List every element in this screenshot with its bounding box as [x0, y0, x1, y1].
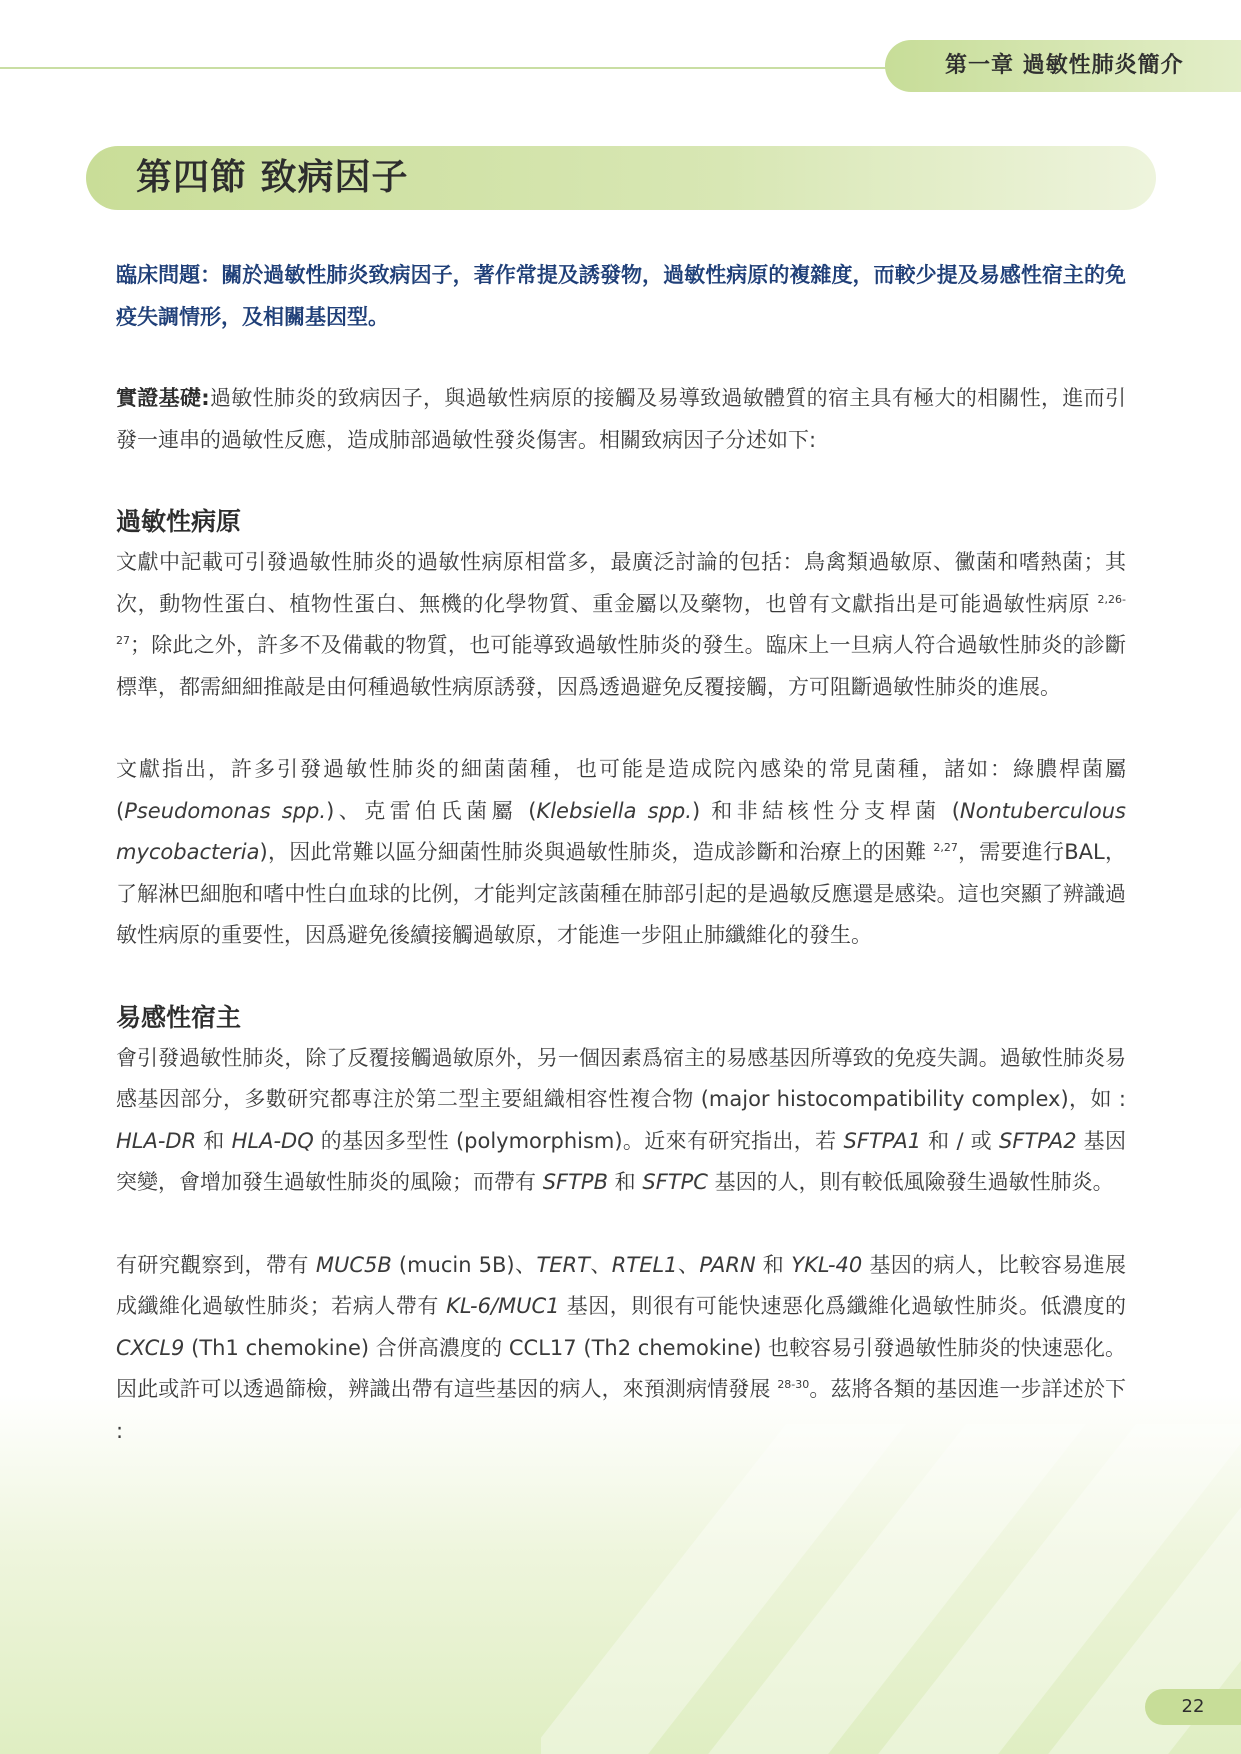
- section-title: 第四節 致病因子: [86, 146, 1156, 210]
- evidence-paragraph: [116, 378, 1126, 461]
- allergen-heading: 過敏性病原: [116, 507, 242, 536]
- chapter-tab: 第一章 過敏性肺炎簡介: [885, 40, 1241, 92]
- header-rule: [0, 67, 900, 69]
- gene-name: KL-6/MUC1: [446, 1294, 560, 1318]
- gene-name: HLA-DR: [116, 1128, 197, 1153]
- host-heading: 易感性宿主: [116, 1002, 242, 1032]
- species-name: Nontuberculous mycobacteria: [116, 798, 1126, 864]
- species-name: Pseudomonas spp.: [124, 798, 327, 823]
- gene-name: MUC5B: [315, 1252, 392, 1277]
- evidence-text: 過敏性肺炎的致病因子，與過敏性病原的接觸及易導致過敏體質的宿主具有極大的相關性，進而引發一連串的過敏性反應，造成肺部過敏性發炎傷害。相關致病因子分述如下:: [116, 386, 1126, 452]
- host-paragraph-2: 有研究觀察到，帶有 MUC5B (mucin 5B)、TERT、RTEL1、PARN 和 YKL-40 基因的病人，比較容易進展成纖維化過敏性肺炎；若病人帶有 KL-6/MUC1 基因，則很有可能快速惡化爲纖維化過敏性肺炎。低濃度的 CXCL9 (Th1 chemokine) 合併高濃度的 CCL17 (Th2 chemokine) 也較容易引發過敏性肺炎的快速惡化。因此或許可以透過篩檢，辨識出帶有這些基因的病人，來預測病情發展 $^{28-30}$。茲將各類的基因進一步詳述於下 :: [116, 1252, 1126, 1443]
- gene-name: CXCL9: [116, 1335, 185, 1360]
- allergen-paragraph-1: 文獻中記載可引發過敏性肺炎的過敏性病原相當多，最廣泛討論的包括：鳥禽類過敏原、黴菌和嗜熱菌；其次，動物性蛋白、植物性蛋白、無機的化學物質、重金屬以及藥物，也曾有文獻指出是可能過敏性病原 $^{2,26-27}$；除此之外，許多不及備載的物質，也可能導致過敏性肺炎的發生。臨床上一旦病人符合過敏性肺炎的診斷標準，都需細細推敲是由何種過敏性病原誘發，因爲透過避免反覆接觸，方可阻斷過敏性肺炎的進展。: [116, 550, 1126, 699]
- citation: 2,26-27: [116, 592, 1126, 647]
- evidence-label: 實證基礎:: [116, 386, 210, 410]
- main-content: [116, 255, 1126, 1452]
- gene-name: SFTPB: [542, 1170, 608, 1194]
- clinical-question: 臨床問題：關於過敏性肺炎致病因子，著作常提及誘發物，過敏性病原的複雜度，而較少提及易感性宿主的免疫失調情形，及相關基因型。: [116, 263, 1126, 329]
- gene-name: RTEL1: [611, 1252, 678, 1277]
- gene-name: PARN: [699, 1252, 756, 1277]
- gene-name: YKL-40: [791, 1252, 863, 1277]
- gene-name: SFTPA1: [843, 1128, 922, 1153]
- citation: 28-30: [777, 1378, 810, 1391]
- gene-name: TERT: [536, 1252, 590, 1277]
- allergen-paragraph-2: 文獻指出，許多引發過敏性肺炎的細菌菌種，也可能是造成院內感染的常見菌種，諸如：綠膿桿菌屬 (Pseudomonas spp.)、克雷伯氏菌屬 (Klebsiella spp.) 和非結核性分支桿菌 (Nontuberculous mycobacteria)，因此常難以區分細菌性肺炎與過敏性肺炎，造成診斷和治療上的困難 $^{2,27}$，需要進行BAL，了解淋巴細胞和嗜中性白血球的比例，才能判定該菌種在肺部引起的是過敏反應還是感染。這也突顯了辨識過敏性病原的重要性，因爲避免後續接觸過敏原，才能進一步阻止肺纖維化的發生。: [116, 757, 1126, 947]
- page-number: 22: [1145, 1689, 1241, 1725]
- gene-name: SFTPC: [642, 1170, 708, 1194]
- decorative-stripes: [541, 1424, 1241, 1754]
- citation: 2,27: [933, 841, 958, 854]
- gene-name: SFTPA2: [999, 1128, 1077, 1153]
- gene-name: HLA-DQ: [231, 1128, 314, 1153]
- host-paragraph-1: 會引發過敏性肺炎，除了反覆接觸過敏原外，另一個因素爲宿主的易感基因所導致的免疫失調。過敏性肺炎易感基因部分，多數研究都專注於第二型主要組織相容性複合物 (major histocompatibility complex)，如 : HLA-DR 和 HLA-DQ 的基因多型性 (polymorphism)。近來有研究指出，若 SFTPA1 和 / 或 SFTPA2 基因突變，會增加發生過敏性肺炎的風險；而帶有 SFTPB 和 SFTPC 基因的人，則有較低風險發生過敏性肺炎。: [116, 1045, 1126, 1194]
- species-name: Klebsiella spp.: [536, 798, 692, 823]
